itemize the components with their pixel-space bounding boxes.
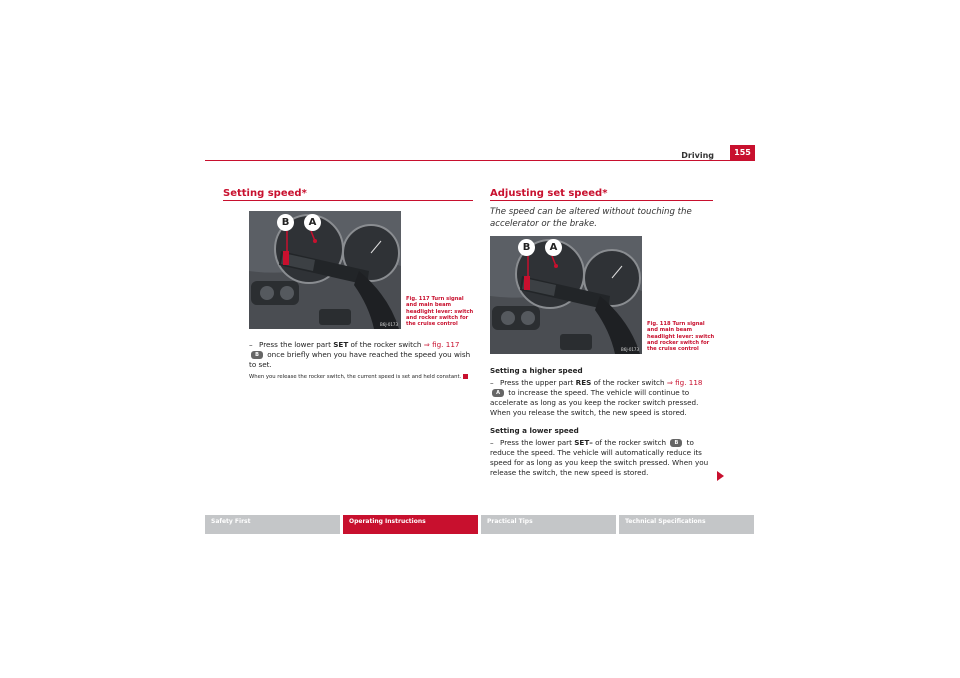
figure-118-image — [490, 236, 642, 354]
callout-b: B — [518, 239, 535, 256]
lower-speed-step: – Press the lower part SET– of the rocker switch B to reduce the speed. The vehicle will automatically reduce its speed for as long as you keep the switch pressed. When you release the switch, the new speed is stored. — [490, 438, 709, 477]
tab-technical-specifications[interactable]: Technical Specifications — [619, 515, 754, 534]
section-title: Driving — [681, 151, 714, 160]
right-intro: The speed can be altered without touching the accelerator or the brake. — [490, 207, 692, 229]
steering-lever-illustration — [249, 211, 401, 329]
tab-practical-tips[interactable]: Practical Tips — [481, 515, 616, 534]
tab-safety-first[interactable]: Safety First — [205, 515, 340, 534]
ref-badge-b: B — [670, 439, 682, 447]
next-page-arrow-icon[interactable] — [717, 471, 724, 481]
right-heading: Adjusting set speed* — [490, 188, 608, 199]
page-number: 155 — [730, 145, 755, 161]
steering-lever-illustration — [490, 236, 642, 354]
left-step: – Press the lower part SET of the rocker switch ⇒ fig. 117B once briefly when you have reached the speed you wish to set. — [249, 340, 471, 369]
callout-b: B — [277, 214, 294, 231]
right-heading-rule — [490, 200, 713, 201]
ref-badge-b: B — [251, 351, 263, 359]
header-rule — [205, 160, 755, 161]
left-note: When you release the rocker switch, the current speed is set and held constant. — [249, 374, 473, 382]
figure-code: B6J-0173 — [380, 322, 398, 327]
figure-118-caption: Fig. 118 Turn signal and main beam headlight lever: switch and rocker switch for the cruise control — [647, 321, 715, 353]
figure-117-image — [249, 211, 401, 329]
left-heading-rule — [223, 200, 473, 201]
figure-117-caption: Fig. 117 Turn signal and main beam headlight lever: switch and rocker switch for the cruise control — [406, 296, 474, 328]
end-mark — [463, 374, 468, 379]
lower-speed-title: Setting a lower speed — [490, 426, 579, 435]
tab-operating-instructions[interactable]: Operating Instructions — [343, 515, 478, 534]
higher-speed-step: – Press the upper part RES of the rocker switch ⇒ fig. 118A to increase the speed. The vehicle will continue to accelerate as long as you keep the rocker switch pressed. When you release the switch, the new speed is stored. — [490, 378, 703, 417]
higher-speed-title: Setting a higher speed — [490, 366, 583, 375]
callout-a: A — [545, 239, 562, 256]
left-heading: Setting speed* — [223, 188, 307, 199]
callout-a: A — [304, 214, 321, 231]
fig-117-link[interactable]: ⇒ fig. 117 — [423, 340, 460, 349]
ref-badge-a: A — [492, 389, 504, 397]
fig-118-link[interactable]: ⇒ fig. 118 — [666, 378, 703, 387]
figure-code: B6J-0173 — [621, 347, 639, 352]
